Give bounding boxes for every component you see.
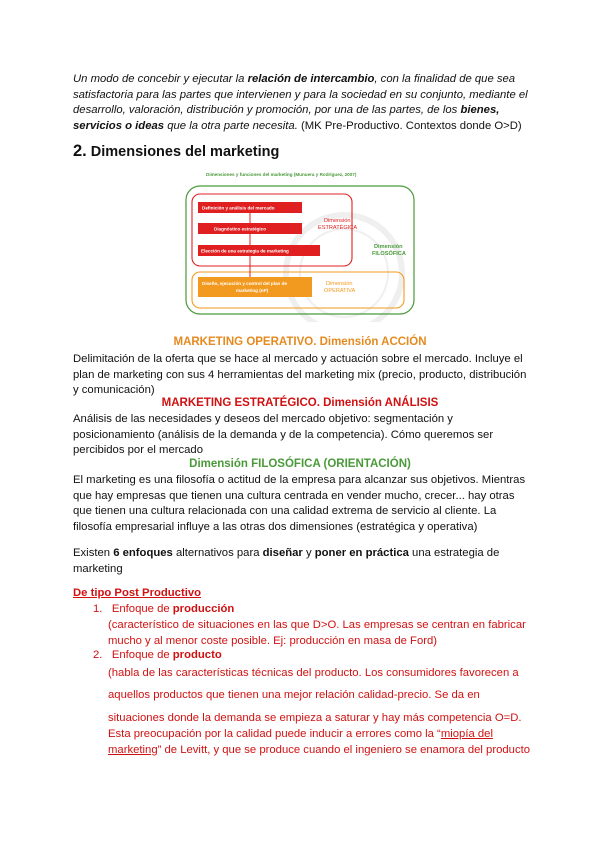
svg-text:Diseño, ejecución y control de: Diseño, ejecución y control del plan de xyxy=(202,281,288,286)
producto-line-4: Esta preocupación por la calidad puede inducir a errores como la “miopía del marketing” de Levitt, y que se produce cuando el ingeniero se enamora del producto xyxy=(108,728,531,756)
list-item-producto: 2. Enfoque de producto xyxy=(93,649,222,661)
produccion-description: (característico de situaciones en las que D>O. Las empresas se centran en fabricar mucho y al menor coste posible. Ej: producción en masa de Ford) xyxy=(108,619,526,647)
svg-text:Diagnóstico estratégico: Diagnóstico estratégico xyxy=(214,226,267,232)
miopia-link[interactable]: miopía del marketing xyxy=(108,728,493,756)
label-estrategica-2: ESTRATÉGICA xyxy=(318,225,358,231)
producto-line-2: aquellos productos que tienen una mejor relación calidad-precio. Se da en xyxy=(108,689,480,701)
step-diseno xyxy=(198,277,312,297)
label-filosofica-2: FILOSÓFICA xyxy=(372,251,406,257)
seal-watermark xyxy=(286,215,402,322)
operativo-title: MARKETING OPERATIVO. Dimensión ACCIÓN xyxy=(173,336,427,348)
enfoques-paragraph: Existen 6 enfoques alternativos para diseñar y poner en práctica una estrategia de marketing xyxy=(73,547,500,575)
producto-line-1: (habla de las características técnicas del producto. Los consumidores favorecen a xyxy=(108,667,519,679)
label-operativa-2: OPERATIVA xyxy=(324,288,356,294)
svg-text:marketing (nP): marketing (nP) xyxy=(236,288,269,293)
label-operativa-1: Dimensión xyxy=(326,281,353,287)
label-filosofica-1: Dimensión xyxy=(374,244,403,250)
filosofica-title: Dimensión FILOSÓFICA (ORIENTACIÓN) xyxy=(189,458,411,470)
svg-text:Elección de una estrategia de: Elección de una estrategia de marketing xyxy=(201,248,289,254)
svg-text:Definición y análisis del merc: Definición y análisis del mercado xyxy=(202,205,275,211)
label-estrategica-1: Dimensión xyxy=(324,218,351,224)
dimensions-diagram xyxy=(184,168,418,322)
operativo-body: Delimitación de la oferta que se hace al mercado y actuación sobre el mercado. Incluye el plan de marketing con sus 4 herramientas del marketing mix (precio, producto, distribución y comunicación) xyxy=(73,353,527,396)
producto-line-3: situaciones donde la demanda se empieza a saturar y hay más competencia O=D. xyxy=(108,712,522,724)
postproductivo-heading: De tipo Post Productivo xyxy=(73,587,202,599)
diagram-title: Dimensiones y funciones del marketing (Munuera y Rodríguez, 2007) xyxy=(206,172,357,177)
filosofica-body: El marketing es una filosofía o actitud de la empresa para alcanzar sus objetivos. Mientras que hay empresas que tienen una cultura centrada en vender mucho, crecer... hay otras que tienen una cultura relacionada con una calidad extrema de servicio al cliente. La filosofía empresarial influye a las otras dos dimensiones (estratégica y operativa) xyxy=(73,474,526,533)
estrategico-title: MARKETING ESTRATÉGICO. Dimensión ANÁLISIS xyxy=(161,397,439,409)
section-heading: 2. Dimensiones del marketing xyxy=(73,142,280,160)
estrategico-body: Análisis de las necesidades y deseos del mercado objetivo: segmentación y posicionamiento (análisis de la demanda y de la competencia). Cómo queremos ser percibidos por el mercado xyxy=(73,413,494,456)
list-item-produccion: 1. Enfoque de producción xyxy=(93,603,235,615)
definition-paragraph: Un modo de concebir y ejecutar la relación de intercambio, con la finalidad de que sea satisfactoria para las partes que intervienen y para la sociedad en su conjunto, mediante el desarrollo, valoración, distribución y promoción, por una de las partes, de los bienes, servicios o ideas que la otra parte necesita. (MK Pre-Productivo. Contextos donde O>D) xyxy=(73,73,528,132)
